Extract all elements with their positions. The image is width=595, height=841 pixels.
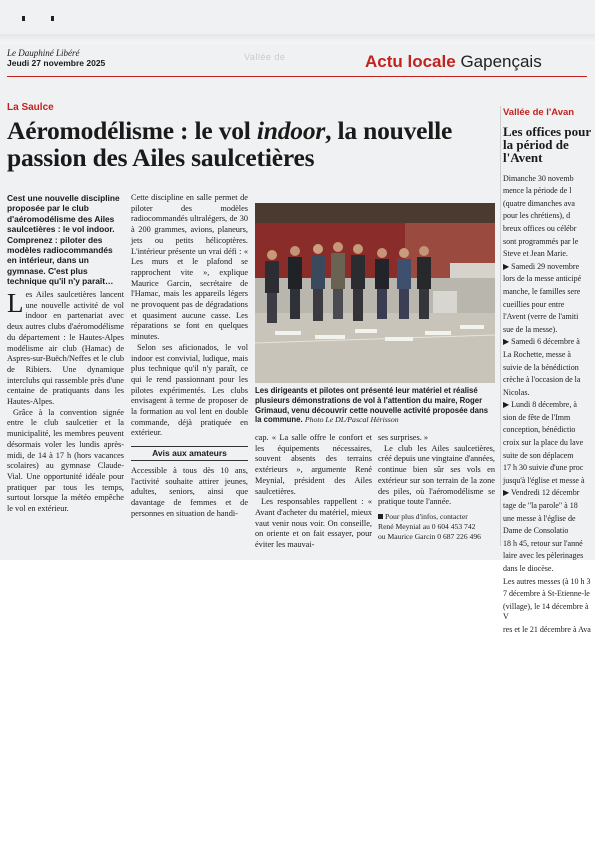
article-paragraph: Cette discipline en salle permet de piloter des modèles radiocommandés ultralégers, de 30 à 200 grammes, avions, planeurs, jets ou petits hélicoptères. L'intérieur présente un vrai défi : « Les murs et le plafond se rapprochent vite », explique Maurice Garcin, secrétaire de l'Hamac, mais les appareils légers ne provoquent pas de dégradations et quasiment aucune casse. Les réparations se font en quelques minutes. <box>131 193 248 342</box>
sidebar-line: laire avec les pèlerinages <box>503 551 584 561</box>
scan-mark <box>51 16 54 21</box>
header-rule <box>7 76 587 77</box>
photo-credit: Photo Le DL/Pascal Hérisson <box>304 415 399 425</box>
section-title <box>365 52 542 72</box>
bullet-icon <box>378 514 383 519</box>
sidebar-line: (quatre dimanches ava <box>503 198 575 208</box>
sidebar-line: dans le diocèse. <box>503 564 554 573</box>
sidebar-line: pour les chrétiens), d <box>503 211 571 221</box>
contact-line: ou Maurice Garcin 0 687 226 496 <box>378 531 481 541</box>
article-paragraph: ses surprises. » <box>378 433 429 442</box>
article-paragraph <box>7 290 124 408</box>
sidebar-line: Nicolas. <box>503 387 530 397</box>
paragraph-text: es Ailes saulcetières lancent une nouvelle activité de vol indoor en partenariat avec deux autres clubs d'aéromodélisme du département : le Hautes-Alpes modélisme air club (Hamac) de Aspres-sur-Buëch/Neffes et le club de Ribiers. Une dynamique interclubs qui rassemble près d'une centaine de pratiquants dans les Hautes-Alpes. <box>7 290 124 407</box>
sidebar-line: l'Avent (verre de l'amiti <box>503 312 579 322</box>
sidebar-line: sion de fête de l'Imm <box>503 412 571 422</box>
contact-line: René Meynial au 0 604 453 742 <box>378 521 476 531</box>
article-paragraph: cap. « La salle offre le confort et les équipements nécessaires, souvent absents des terrains extérieurs », argumente René Meynial, président des Ailes saulcetières. <box>255 433 372 496</box>
sidebar-line: ▶ Vendredi 12 décembr <box>503 488 580 498</box>
sidebar-line: La Rochette, messe à <box>503 349 571 359</box>
subheading: Avis aux amateurs <box>131 446 248 461</box>
show-through-text: Vallée de <box>244 52 286 62</box>
article-photo <box>255 203 495 383</box>
sidebar-line: tage de "la parole" à 18 <box>503 501 578 511</box>
article-paragraph: Les responsables rappellent : « Avant d'acheter du matériel, mieux vaut venir nous voir. On conseille, on oriente et on fait essayer, pour éviter les mauvai- <box>255 497 372 550</box>
article-column-4 <box>378 433 495 542</box>
sidebar-line: 17 h 30 suivie d'une proc <box>503 463 584 473</box>
sidebar-line: cueillies pour entre <box>503 299 565 309</box>
sidebar-line: jusqu'à l'église et messe à <box>503 475 585 485</box>
sidebar-headline: Les offices pour la périod de l'Avent <box>503 123 591 165</box>
sidebar-line: ▶ Samedi 6 décembre à <box>503 337 580 347</box>
sidebar-line: suivie de la bénédiction <box>503 362 579 372</box>
caption-text: Les dirigeants et pilotes ont présenté leur matériel et réalisé plusieurs démonstrations de vol à l'attention du maire, Roger Grimaud, venu découvrir cette nouvelle activité proposée dans la commune. <box>255 386 489 425</box>
group-photo <box>255 203 495 383</box>
sidebar-line: croix sur la place du lave <box>503 438 584 448</box>
article-paragraph: Le club les Ailes saulcetières, créé depuis une vingtaine d'années, continue bien sûr ses vols en extérieur sur son terrain de la zone des piles, où l'aéromodélisme se pratique toute l'année. <box>378 443 495 507</box>
scan-mark <box>22 16 25 21</box>
article-column-3 <box>255 433 372 551</box>
sidebar-line: ▶ Samedi 29 novembre <box>503 261 580 271</box>
sidebar-body <box>503 174 595 636</box>
sidebar-line: Dame de Consolatio <box>503 526 569 536</box>
sidebar-line: manche, le familles sere <box>503 286 581 296</box>
article-column-2 <box>131 193 248 519</box>
sidebar-line: une messe à l'église de <box>503 513 576 523</box>
sidebar-line: sue de la messe). <box>503 324 558 334</box>
contact-intro: Pour plus d'infos, contacter <box>385 511 468 521</box>
sidebar-line: Dimanche 30 novemb <box>503 173 574 183</box>
sidebar-line: 18 h 45, retour sur l'anné <box>503 538 583 548</box>
sidebar-line: suite de son déplacem <box>503 450 574 460</box>
article-kicker: La Saulce <box>7 102 54 113</box>
headline-part: , la nouvelle passion des Ailes saulcetières <box>7 116 453 172</box>
contact-block <box>378 512 495 542</box>
publication-date: Jeudi 27 novembre 2025 <box>7 58 106 68</box>
article-paragraph: Grâce à la convention signée entre le club saulcetier et la municipalité, les membres peuvent désormais voler les lundis après-midi, de 14 à 17 h (hors vacances scolaires) au gymnase Claude-Vial. Une opportunité idéale pour pratiquer par tous les temps, surtout lorsque la météo empêche le vol en extérieur. <box>7 407 124 514</box>
sidebar-line: lors de la messe anticipé <box>503 274 582 284</box>
drop-cap: L <box>7 288 24 318</box>
section-region: Gapençais <box>460 52 542 71</box>
sidebar-line: Les autres messes (à 10 h 3 <box>503 576 591 586</box>
article-paragraph: Accessible à tous dès 10 ans, l'activité souhaite attirer jeunes, adultes, seniors, ainsi que davantage de femmes et de personnes en situation de handi- <box>131 465 248 518</box>
article-paragraph: Selon ses aficionados, le vol indoor est convivial, ludique, mais plus technique qu'il n'y paraît, ce qui le rend passionnant pour les pilotes expérimentés. Les clubs envisagent à terme de proposer de la formation au vol lent en double commande, déjà pratiquée en extérieur. <box>131 342 248 438</box>
headline-part: Aéromodélisme : le vol <box>7 116 257 145</box>
article-column-1 <box>7 290 124 515</box>
column-separator <box>500 106 501 546</box>
sidebar-line: 7 décembre à St-Etienne-le <box>503 589 590 599</box>
sidebar-line: conception, bénédictio <box>503 425 576 435</box>
sidebar-article <box>503 107 595 634</box>
sidebar-line: mence la période de l <box>503 186 572 196</box>
article-lead: Cest une nouvelle discipline proposée par le club d'aéromodélisme des Ailes saulcetières : le vol indoor. Comprenez : piloter des modèles radiocommandés en intérieur, dans un gymnase. C'est plus technique qu'il n'y paraît… <box>7 193 120 287</box>
section-label: Actu locale <box>365 52 456 71</box>
headline-italic: indoor <box>256 116 326 145</box>
sidebar-line: (village), le 14 décembre à V <box>503 601 589 622</box>
sidebar-line: ▶ Lundi 8 décembre, à <box>503 400 577 410</box>
sidebar-kicker: Vallée de l'Avan <box>503 107 575 118</box>
sidebar-line: res et le 21 décembre à Ava <box>503 624 591 634</box>
photo-caption <box>255 386 495 425</box>
paper-crease <box>0 34 595 44</box>
sidebar-line: sont programmés par le <box>503 236 579 246</box>
article-headline <box>7 117 502 171</box>
publication-name: Le Dauphiné Libéré <box>7 48 80 58</box>
sidebar-line: Steve et Jean Marie. <box>503 249 568 259</box>
sidebar-line: crèche à l'occasion de la <box>503 375 581 385</box>
masthead <box>7 48 105 68</box>
sidebar-line: breux offices ou célébr <box>503 223 577 233</box>
